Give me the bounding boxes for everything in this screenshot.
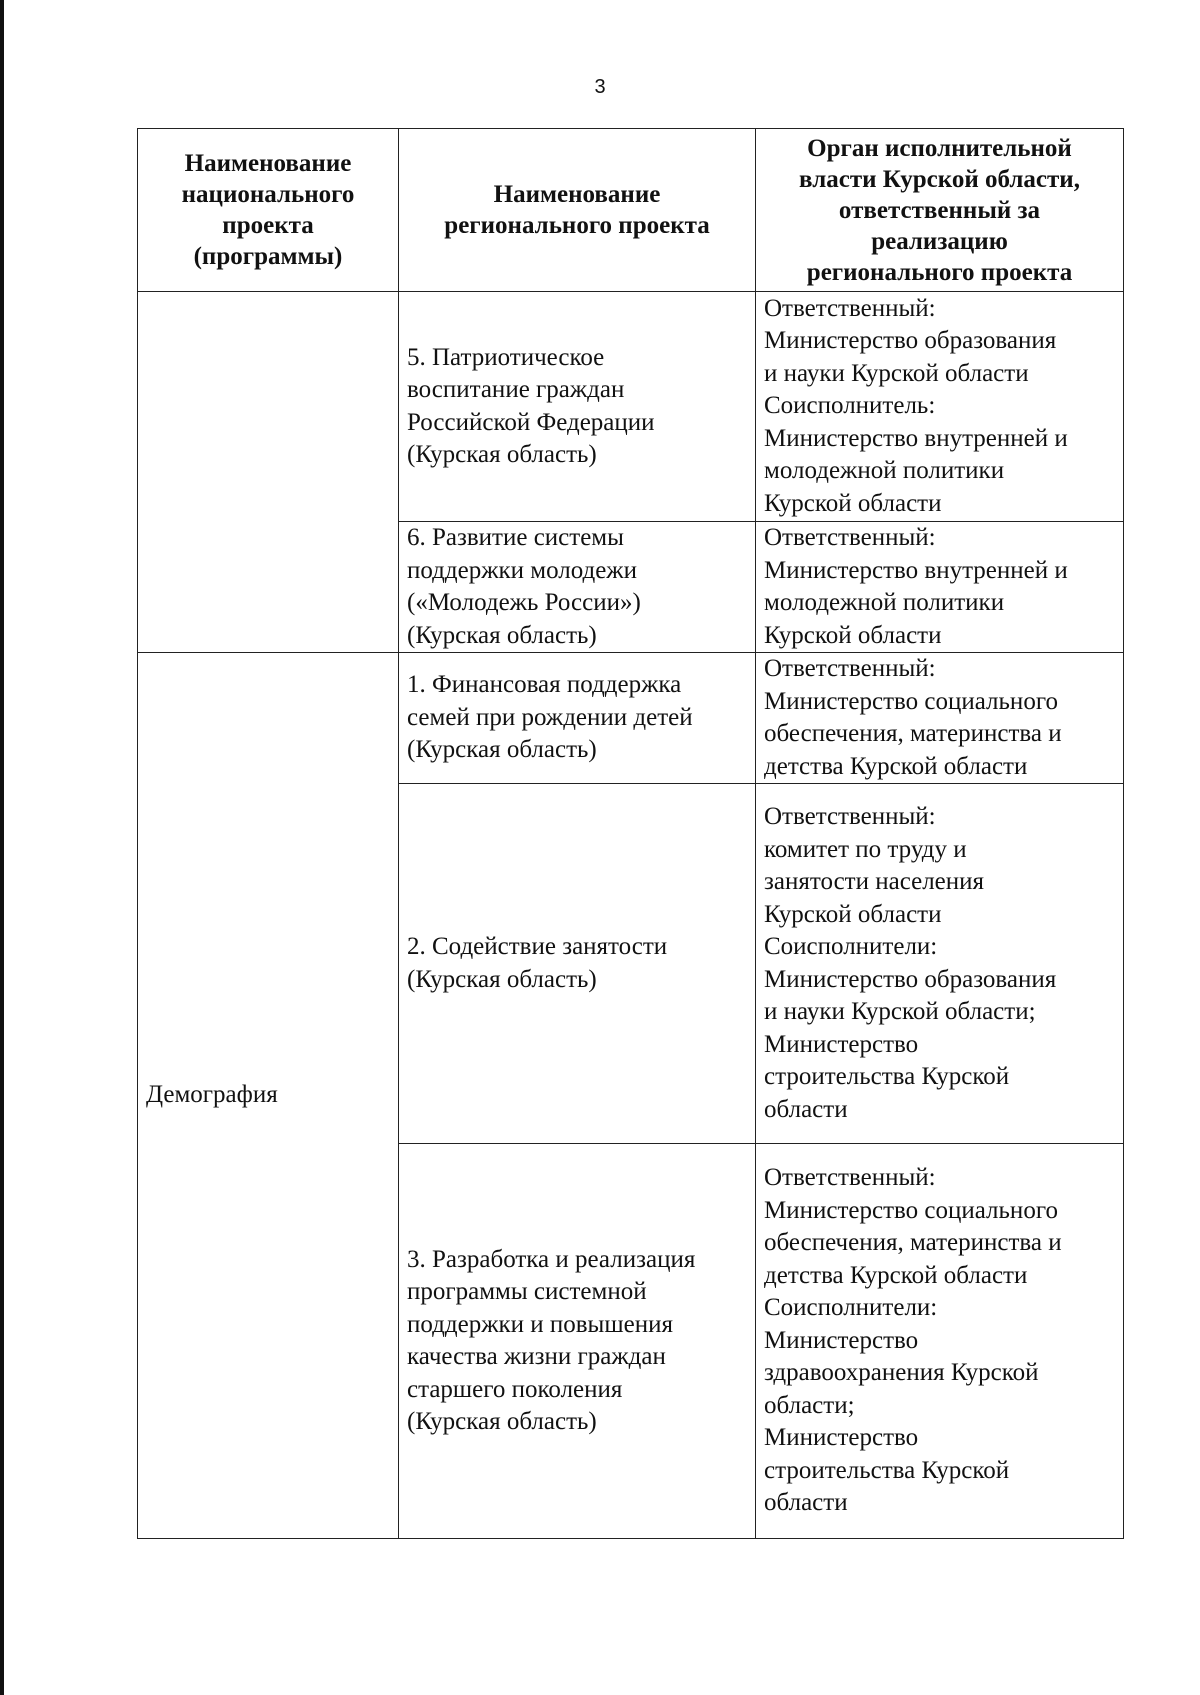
executive-body-cell: Ответственный: Министерство образования и науки Курской области Соисполнитель: Министерство внутренней и молодежной политики Курской области — [756, 292, 1124, 522]
table-row — [138, 653, 1124, 784]
scan-edge-line — [0, 0, 4, 1695]
executive-body-cell: Ответственный: комитет по труду и занятости населения Курской области Соисполнители: Министерство образования и науки Курской области; Министерство строительства Курской области — [756, 784, 1124, 1144]
table-row — [138, 292, 1124, 522]
header-national-project: Наименование национального проекта (программы) — [138, 129, 399, 292]
page-number: 3 — [594, 76, 606, 98]
national-project-cell — [138, 292, 399, 653]
projects-table — [137, 128, 1124, 1539]
executive-body-cell: Ответственный: Министерство социального обеспечения, материнства и детства Курской области Соисполнители: Министерство здравоохранения Курской области; Министерство строительства Курской области — [756, 1144, 1124, 1539]
regional-project-cell: 6. Развитие системы поддержки молодежи («Молодежь России») (Курская область) — [399, 522, 756, 653]
national-project-cell: Демография — [138, 653, 399, 1539]
header-regional-project: Наименование регионального проекта — [399, 129, 756, 292]
header-executive-body: Орган исполнительной власти Курской области, ответственный за реализацию регионального проекта — [756, 129, 1124, 292]
executive-body-cell: Ответственный: Министерство внутренней и молодежной политики Курской области — [756, 522, 1124, 653]
table-header-row — [138, 129, 1124, 292]
regional-project-cell: 3. Разработка и реализация программы системной поддержки и повышения качества жизни граждан старшего поколения (Курская область) — [399, 1144, 756, 1539]
regional-project-cell: 5. Патриотическое воспитание граждан Российской Федерации (Курская область) — [399, 292, 756, 522]
executive-body-cell: Ответственный: Министерство социального обеспечения, материнства и детства Курской области — [756, 653, 1124, 784]
regional-project-cell: 2. Содействие занятости (Курская область) — [399, 784, 756, 1144]
regional-project-cell: 1. Финансовая поддержка семей при рождении детей (Курская область) — [399, 653, 756, 784]
